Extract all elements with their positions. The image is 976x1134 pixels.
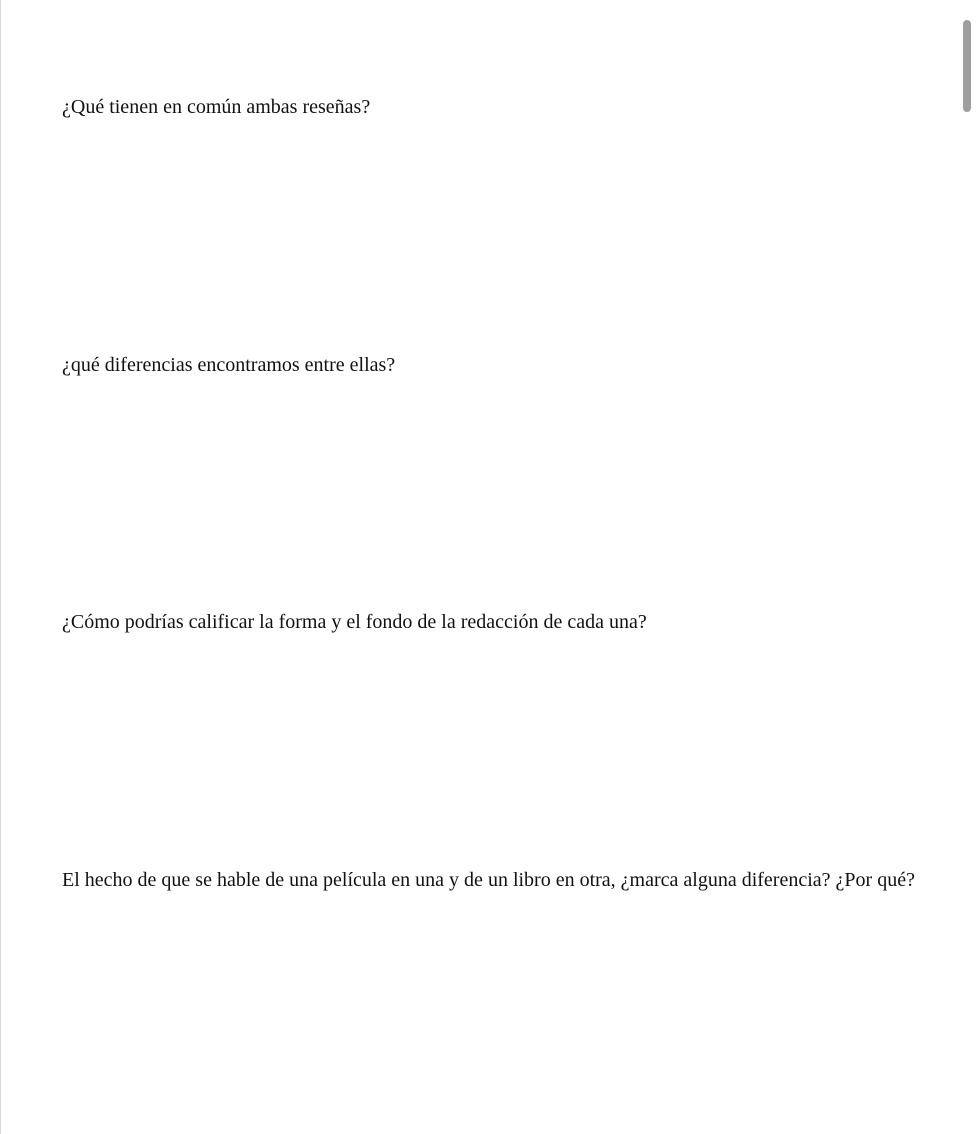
scrollbar-thumb[interactable] bbox=[963, 20, 971, 112]
question-3: ¿Cómo podrías calificar la forma y el fondo de la redacción de cada una? bbox=[62, 611, 647, 633]
page-left-border bbox=[0, 0, 1, 1134]
question-1: ¿Qué tienen en común ambas reseñas? bbox=[62, 96, 371, 118]
question-4: El hecho de que se hable de una película en una y de un libro en otra, ¿marca alguna diferencia? ¿Por qué? bbox=[62, 869, 915, 891]
question-2: ¿qué diferencias encontramos entre ellas? bbox=[62, 354, 396, 376]
vertical-scrollbar[interactable] bbox=[962, 16, 972, 1126]
